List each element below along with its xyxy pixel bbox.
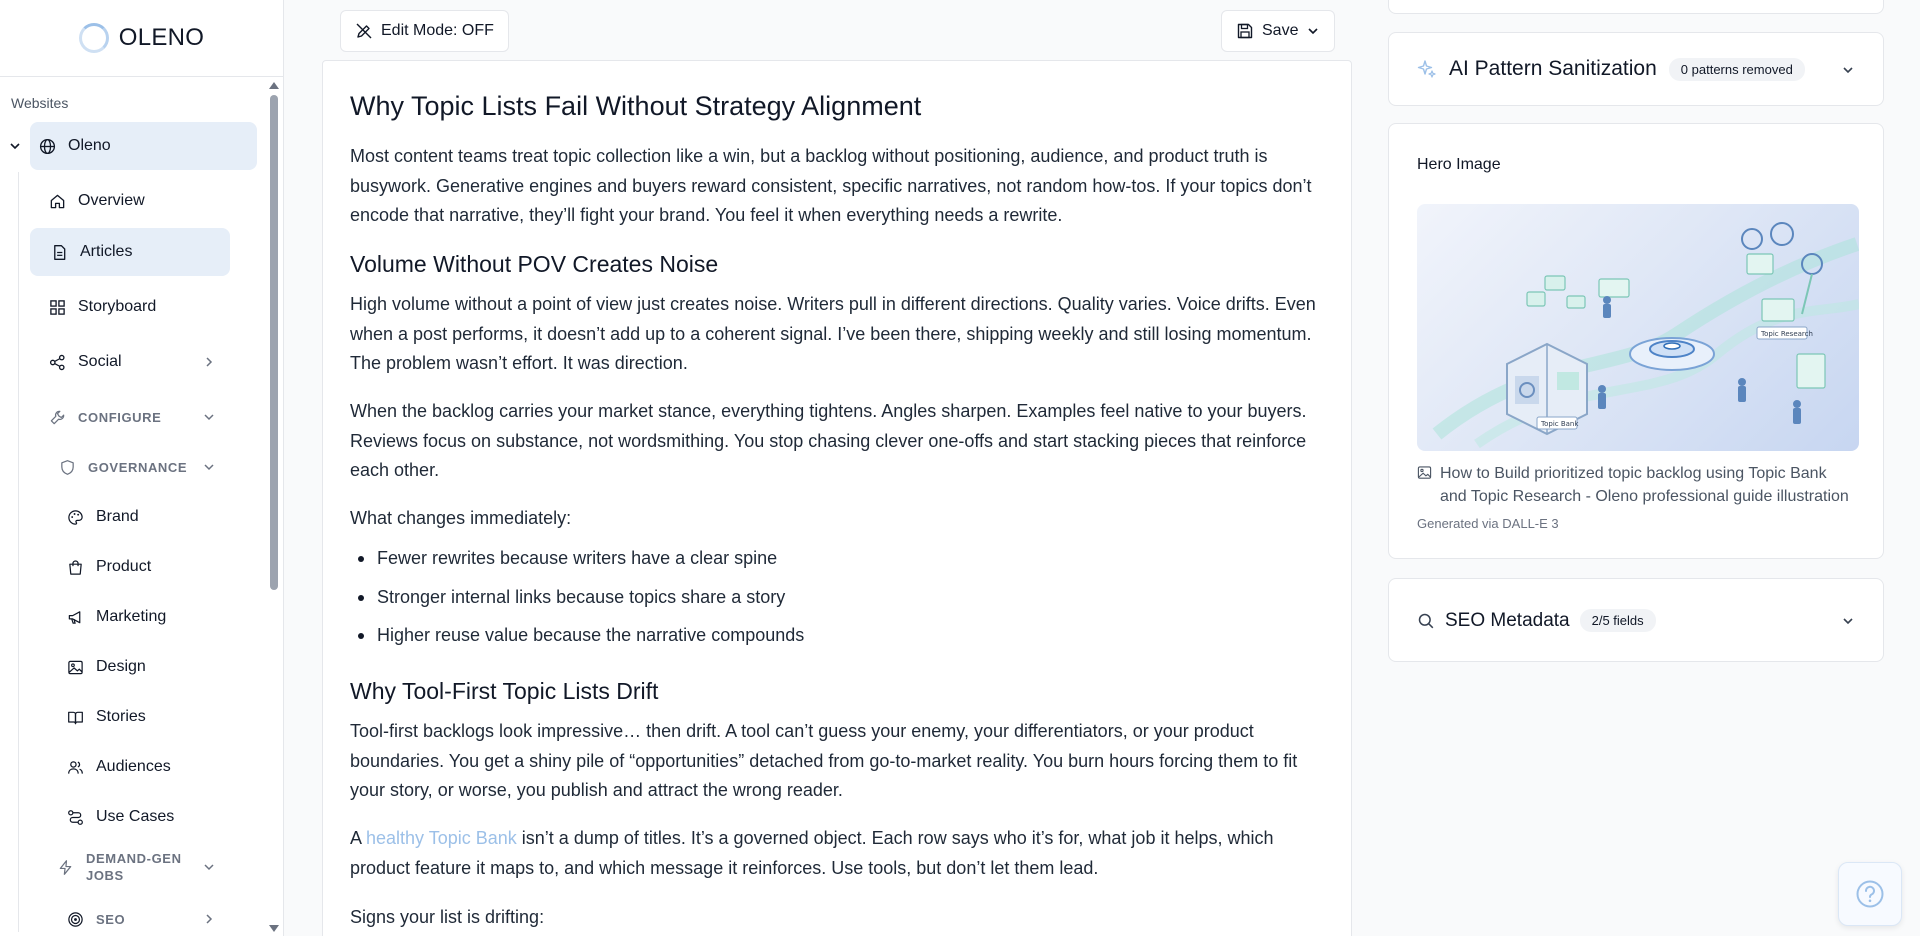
grid-icon (48, 298, 66, 316)
search-icon (1417, 612, 1435, 630)
chevron-down-icon (202, 860, 216, 874)
sidebar-group-governance[interactable] (58, 443, 228, 491)
chevron-down-icon (202, 460, 216, 474)
list-item: Stronger internal links because topics share a story (350, 578, 804, 617)
article-subheading: Volume Without POV Creates Noise (350, 251, 719, 277)
tree-line (18, 172, 19, 932)
book-icon (66, 708, 84, 726)
ai-pattern-card[interactable] (1388, 32, 1884, 106)
sidebar-item-storyboard[interactable] (48, 283, 228, 331)
sidebar-item-label: Marketing (96, 608, 167, 625)
list-item: Higher reuse value because the narrative compounds (350, 616, 804, 655)
article-subheading: Why Tool-First Topic Lists Drift (350, 678, 659, 704)
seo-fields-badge: 2/5 fields (1580, 609, 1656, 632)
sidebar-item-overview[interactable] (48, 177, 228, 225)
oleno-logo-icon (79, 23, 109, 53)
chevron-down-icon[interactable] (1841, 63, 1855, 77)
article-heading: Why Topic Lists Fail Without Strategy Alignment (350, 91, 922, 121)
save-icon (1236, 22, 1254, 40)
chevron-down-icon[interactable] (1841, 614, 1855, 628)
share-icon (48, 353, 66, 371)
sidebar-item-label: Brand (96, 508, 139, 525)
hero-image-label: Topic Bank (1541, 420, 1579, 428)
sidebar-item-label: Product (96, 558, 152, 575)
save-button[interactable] (1221, 10, 1335, 52)
sidebar-item-label: Design (96, 658, 146, 675)
article-paragraph (350, 824, 1325, 883)
sidebar-item-label: Use Cases (96, 808, 175, 825)
topic-bank-link[interactable]: healthy Topic Bank (366, 828, 517, 848)
sidebar-item-label: Social (78, 353, 122, 370)
chevron-down-icon (1306, 24, 1320, 38)
route-icon (66, 808, 84, 826)
edit-mode-label: Edit Mode: OFF (381, 22, 494, 39)
section-label-websites: Websites (11, 95, 69, 111)
site-item-oleno[interactable] (30, 122, 257, 170)
list-item: Fewer rewrites because writers have a clear spine (350, 539, 804, 578)
megaphone-icon (66, 608, 84, 626)
article-paragraph: Tool-first backlogs look impressive… then drift. A tool can’t guess your enemy, your differentiators, or your product boundaries. You get a shiny pile of “opportunities” detached from go-to-market reality. You burn hours forcing them to fit your story, or worse, you publish and attract the wrong reader. (350, 721, 1298, 800)
sidebar-nav (0, 77, 270, 936)
hero-image-title: Hero Image (1417, 156, 1501, 173)
sidebar (0, 0, 284, 936)
seo-metadata-card[interactable] (1388, 578, 1884, 662)
hero-image-label: Topic Research (1761, 330, 1813, 338)
article-paragraph: High volume without a point of view just creates noise. Writers pull in different directions. Quality varies. Voice drifts. Even when a post performs, it doesn’t add up to a coherent signal. I’ve been there, shipping weekly and still losing momentum. The problem wasn’t effort. It was direction. (350, 294, 1316, 373)
paragraph-text: A (350, 828, 367, 848)
document-icon (50, 243, 68, 261)
demand-gen-label-line2: JOBS (86, 868, 124, 883)
globe-icon (38, 137, 56, 155)
demand-gen-label-line1: DEMAND-GEN (86, 851, 182, 866)
edit-mode-toggle[interactable] (340, 10, 509, 52)
sidebar-scrollbar[interactable] (266, 77, 282, 936)
sidebar-item-brand[interactable] (66, 493, 226, 541)
site-label: Oleno (68, 137, 111, 154)
sidebar-group-demand-gen-jobs[interactable] (56, 843, 228, 891)
paragraph-text: isn’t a dump of titles. It’s a governed object. Each row says who it’s for, what job it helps, which product feature it maps to, and which message it reinforces. Use tools, but don’t let them lead. (350, 828, 1274, 878)
sidebar-item-stories[interactable] (66, 693, 226, 741)
sidebar-item-use-cases[interactable] (66, 793, 226, 841)
article-editor[interactable] (322, 60, 1352, 936)
chevron-right-icon (202, 355, 216, 369)
sparkles-icon (1417, 59, 1437, 79)
palette-icon (66, 508, 84, 526)
scroll-down-arrow[interactable] (269, 925, 279, 932)
image-icon (1417, 465, 1432, 508)
shield-icon (58, 458, 76, 476)
hero-image-caption: How to Build prioritized topic backlog using Topic Bank and Topic Research - Oleno professional guide illustration (1440, 465, 1849, 505)
governance-label: GOVERNANCE (88, 459, 188, 475)
edit-off-icon (355, 22, 373, 40)
hero-image-caption-row (1417, 462, 1857, 508)
hero-illustration (1417, 204, 1859, 451)
chevron-down-icon[interactable] (8, 139, 22, 153)
hero-image[interactable] (1417, 204, 1859, 451)
seo-label: SEO (96, 911, 126, 927)
sidebar-item-marketing[interactable] (66, 593, 226, 641)
brand-name: OLENO (118, 24, 205, 51)
sidebar-item-label: Storyboard (78, 298, 157, 315)
configure-label: CONFIGURE (78, 409, 162, 425)
hero-image-card (1388, 123, 1884, 559)
top-card-fragment (1388, 0, 1884, 14)
target-icon (66, 910, 84, 928)
lightning-icon (56, 858, 74, 876)
ai-pattern-title: AI Pattern Sanitization (1449, 57, 1657, 80)
seo-metadata-title: SEO Metadata (1445, 609, 1570, 631)
chevron-down-icon (202, 410, 216, 424)
scrollbar-thumb[interactable] (270, 95, 278, 590)
help-button[interactable] (1838, 862, 1902, 926)
article-paragraph: Most content teams treat topic collection like a win, but a backlog without positioning, audience, and product truth is busywork. Generative engines and buyers reward consistent, specific narratives, not random how-tos. If your topics don’t encode that narrative, they’ll fight your brand. You feel it when everything needs a rewrite. (350, 146, 1312, 225)
users-icon (66, 758, 84, 776)
sidebar-item-label: Articles (80, 243, 133, 260)
wrench-icon (48, 408, 66, 426)
sidebar-item-design[interactable] (66, 643, 226, 691)
bag-icon (66, 558, 84, 576)
sidebar-item-product[interactable] (66, 543, 226, 591)
image-icon (66, 658, 84, 676)
scroll-up-arrow[interactable] (269, 82, 279, 89)
help-icon (1855, 879, 1885, 909)
save-label: Save (1262, 22, 1299, 39)
article-paragraph: When the backlog carries your market stance, everything tightens. Angles sharpen. Examples feel native to your buyers. Reviews focus on substance, not wordsmithing. You stop chasing clever one-offs and start stacking pieces that reinforce each other. (350, 401, 1307, 480)
sidebar-group-configure[interactable] (48, 393, 228, 441)
sidebar-group-seo[interactable] (66, 895, 228, 936)
sidebar-item-audiences[interactable] (66, 743, 226, 791)
demand-gen-label (86, 850, 182, 884)
sidebar-item-label: Audiences (96, 758, 171, 775)
home-icon (48, 192, 66, 210)
article-list (350, 539, 804, 655)
patterns-removed-badge: 0 patterns removed (1669, 58, 1805, 81)
hero-image-generated-note: Generated via DALL-E 3 (1417, 516, 1559, 531)
sidebar-item-social[interactable] (48, 338, 228, 386)
brand-header[interactable] (0, 0, 283, 77)
sidebar-item-articles[interactable] (30, 228, 230, 276)
chevron-right-icon (202, 912, 216, 926)
sidebar-item-label: Stories (96, 708, 146, 725)
article-paragraph: Signs your list is drifting: (350, 907, 545, 927)
sidebar-item-label: Overview (78, 192, 145, 209)
article-paragraph: What changes immediately: (350, 508, 572, 528)
